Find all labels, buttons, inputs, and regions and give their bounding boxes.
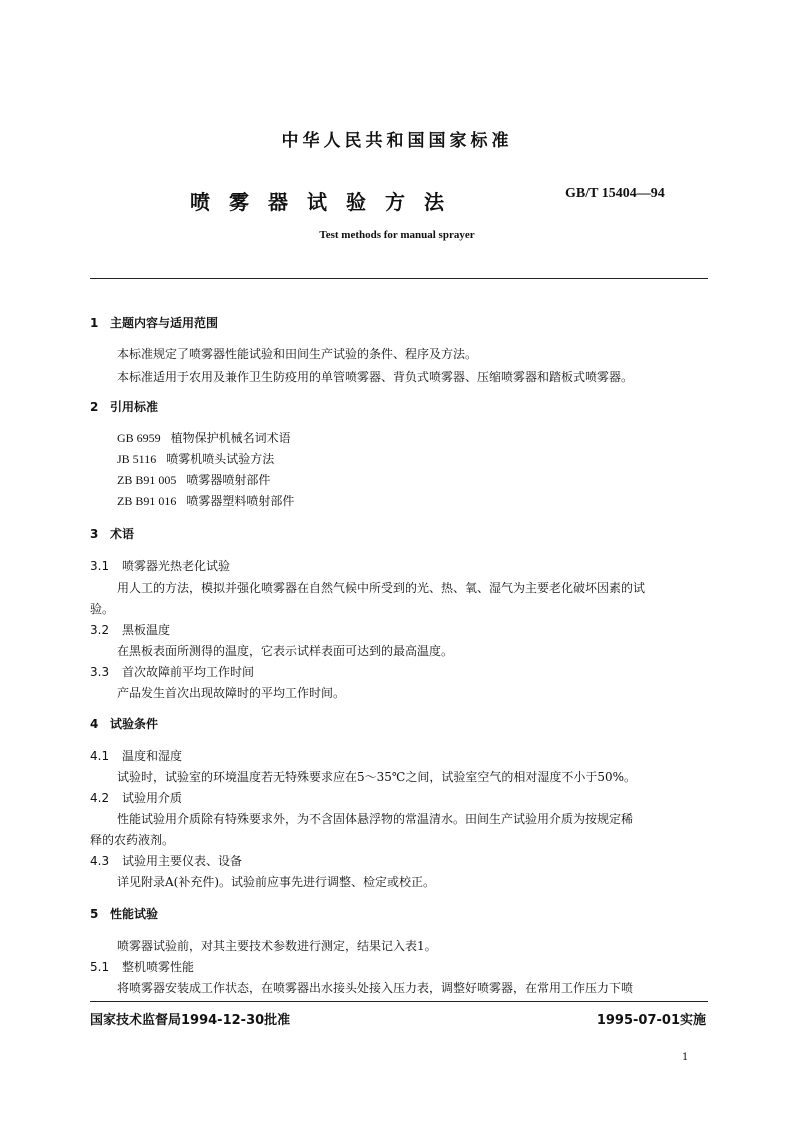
- header-rule: [90, 278, 708, 279]
- subsection-5-1-heading: [90, 958, 194, 975]
- section-number: 4: [90, 717, 99, 731]
- reference-name: 植物保护机械名词术语: [170, 431, 291, 445]
- paragraph: 详见附录A(补充件)。试验前应事先进行调整、检定或校正。: [117, 875, 436, 889]
- subsection-number: 3.1: [90, 559, 110, 573]
- subsection-4-3-heading: [90, 852, 242, 869]
- reference-name: 喷雾器塑料喷射部件: [186, 494, 295, 508]
- reference-code: GB 6959: [117, 431, 161, 445]
- paragraph: 本标准规定了喷雾器性能试验和田间生产试验的条件、程序及方法。: [117, 347, 478, 361]
- subsection-3-2-heading: [90, 621, 170, 638]
- english-title: Test methods for manual sprayer: [319, 229, 475, 241]
- paragraph: 产品发生首次出现故障时的平均工作时间。: [117, 686, 346, 700]
- reference-item: [117, 471, 270, 488]
- section-number: 2: [90, 400, 99, 414]
- subsection-title: 喷雾器光热老化试验: [122, 559, 231, 573]
- section-title: 性能试验: [110, 907, 159, 921]
- subsection-title: 黑板温度: [122, 623, 171, 637]
- document-title: 喷雾器试验方法: [190, 190, 463, 214]
- subsection-title: 试验用主要仪表、设备: [122, 854, 243, 868]
- approval-line: 国家技术监督局1994-12-30批准: [90, 1013, 291, 1028]
- section-title: 术语: [110, 527, 135, 541]
- paragraph: 在黑板表面所测得的温度，它表示试样表面可达到的最高温度。: [117, 644, 454, 658]
- section-3-heading: [90, 525, 134, 542]
- paragraph: 喷雾器试验前，对其主要技术参数进行测定，结果记入表1。: [117, 939, 437, 953]
- subsection-4-2-heading: [90, 789, 182, 806]
- subsection-number: 4.2: [90, 791, 110, 805]
- section-2-heading: [90, 398, 158, 415]
- section-number: 3: [90, 527, 99, 541]
- section-title: 主题内容与适用范围: [110, 316, 219, 330]
- section-5-heading: [90, 905, 158, 922]
- paragraph: 试验时，试验室的环境温度若无特殊要求应在5～35℃之间，试验室空气的相对湿度不小于50%。: [117, 770, 637, 784]
- reference-item: [117, 450, 274, 467]
- paragraph: 用人工的方法，模拟并强化喷雾器在自然气候中所受到的光、热、氧、湿气为主要老化破坏因素的试: [117, 581, 646, 595]
- subsection-title: 整机喷雾性能: [122, 960, 195, 974]
- paragraph: 将喷雾器安装成工作状态，在喷雾器出水接头处接入压力表，调整好喷雾器，在常用工作压力下喷: [117, 981, 634, 995]
- subsection-number: 3.3: [90, 665, 110, 679]
- subsection-number: 5.1: [90, 960, 110, 974]
- subsection-title: 试验用介质: [122, 791, 183, 805]
- section-title: 试验条件: [110, 717, 159, 731]
- reference-name: 喷雾器喷射部件: [186, 473, 271, 487]
- reference-name: 喷雾机喷头试验方法: [166, 452, 275, 466]
- section-4-heading: [90, 715, 158, 732]
- standard-code: GB/T 15404—94: [565, 186, 665, 201]
- reference-code: ZB B91 005: [117, 473, 177, 487]
- section-title: 引用标准: [110, 400, 159, 414]
- footer-rule: [90, 1001, 708, 1002]
- paragraph-continuation: 释的农药液剂。: [90, 833, 175, 847]
- reference-code: JB 5116: [117, 452, 157, 466]
- subsection-4-1-heading: [90, 747, 182, 764]
- subsection-title: 首次故障前平均工作时间: [122, 665, 255, 679]
- reference-item: [117, 492, 294, 509]
- reference-item: [117, 429, 291, 446]
- section-number: 1: [90, 316, 99, 330]
- subsection-number: 4.3: [90, 854, 110, 868]
- reference-code: ZB B91 016: [117, 494, 177, 508]
- paragraph-continuation: 验。: [90, 602, 115, 616]
- subsection-3-1-heading: [90, 557, 230, 574]
- section-number: 5: [90, 907, 99, 921]
- subsection-number: 3.2: [90, 623, 110, 637]
- subsection-3-3-heading: [90, 663, 254, 680]
- implementation-date: 1995-07-01实施: [596, 1013, 706, 1028]
- page-number: 1: [682, 1052, 689, 1063]
- paragraph: 性能试验用介质除有特殊要求外，为不含固体悬浮物的常温清水。田间生产试验用介质为按规定稀: [117, 812, 634, 826]
- national-standard-heading: 中华人民共和国国家标准: [281, 131, 513, 151]
- subsection-title: 温度和湿度: [122, 749, 183, 763]
- section-1-heading: [90, 314, 218, 331]
- subsection-number: 4.1: [90, 749, 110, 763]
- paragraph: 本标准适用于农用及兼作卫生防疫用的单管喷雾器、背负式喷雾器、压缩喷雾器和踏板式喷雾器。: [117, 370, 634, 384]
